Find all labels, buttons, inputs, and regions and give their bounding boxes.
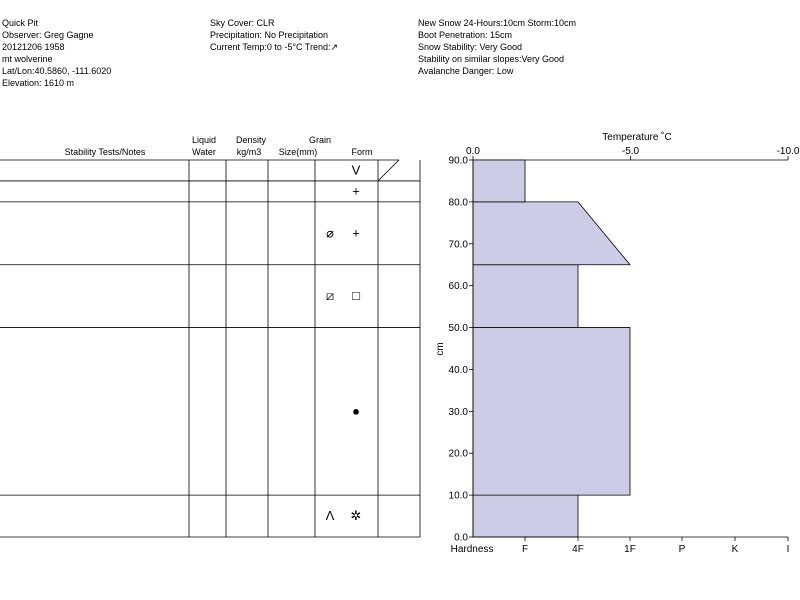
current-temp: Current Temp:0 to -5°C Trend:↗ bbox=[210, 42, 339, 52]
col-density-header-1: Density bbox=[235, 135, 267, 145]
date-time: 20121206 1958 bbox=[2, 42, 65, 52]
hardness-profile bbox=[473, 160, 630, 537]
grain-form-symbol: ✲ bbox=[350, 508, 362, 524]
col-grain-header-1: Grain bbox=[308, 135, 332, 145]
location: mt wolverine bbox=[2, 54, 53, 64]
similar-slopes: Stability on similar slopes:Very Good bbox=[418, 54, 565, 64]
hardness-tick-label-K: K bbox=[731, 544, 739, 555]
hardness-tick-label-4F: 4F bbox=[572, 544, 584, 555]
grain-form-symbol: + bbox=[352, 183, 360, 199]
hardness-axis-label: Hardness bbox=[450, 544, 494, 555]
sky-cover: Sky Cover: CLR bbox=[210, 18, 275, 28]
y-axis-label: cm bbox=[435, 342, 446, 356]
boot-penetration: Boot Penetration: 15cm bbox=[418, 30, 513, 40]
temp-tick-label: 0.0 bbox=[466, 146, 480, 157]
grain-form-symbol: ⧄ bbox=[325, 288, 335, 304]
col-form-header: Form bbox=[351, 147, 373, 157]
y-tick-label: 80.0 bbox=[448, 197, 468, 209]
elevation: Elevation: 1610 m bbox=[2, 78, 75, 88]
observer: Observer: Greg Gagne bbox=[2, 30, 94, 40]
avalanche-danger: Avalanche Danger: Low bbox=[418, 66, 514, 76]
hardness-tick-label-1F: 1F bbox=[624, 544, 636, 555]
col-water-header-1: Liquid bbox=[191, 135, 217, 145]
hardness-layer-4 bbox=[473, 160, 525, 202]
pit-type: Quick Pit bbox=[2, 18, 39, 28]
grain-form-symbol: □ bbox=[352, 288, 360, 304]
y-tick-label: 70.0 bbox=[448, 239, 468, 251]
col-grain-header-2: Size(mm) bbox=[278, 147, 318, 157]
layer-table-grid bbox=[0, 160, 420, 537]
chart-title: Temperature ˚C bbox=[602, 132, 672, 143]
hardness-layer-1 bbox=[473, 328, 630, 496]
col-density-header-2: kg/m3 bbox=[236, 147, 262, 157]
hardness-layer-2 bbox=[473, 265, 578, 328]
hardness-tick-label-F: F bbox=[521, 544, 529, 555]
grain-form-symbol: Λ bbox=[325, 508, 335, 524]
y-tick-label: 60.0 bbox=[448, 281, 468, 293]
y-tick-label: 0.0 bbox=[454, 532, 468, 544]
hardness-tick-label-P: P bbox=[678, 544, 686, 555]
y-tick-label: 40.0 bbox=[448, 364, 468, 376]
height-axis bbox=[449, 156, 473, 544]
precipitation: Precipitation: No Precipitation bbox=[210, 30, 329, 40]
y-tick-label: 20.0 bbox=[448, 448, 468, 460]
grain-form-symbol: ⌀ bbox=[326, 225, 334, 241]
y-tick-label: 90.0 bbox=[448, 155, 468, 167]
layer-rows bbox=[0, 160, 420, 523]
grain-form-symbol: + bbox=[352, 225, 360, 241]
y-tick-label: 10.0 bbox=[448, 490, 468, 502]
hardness-tick-label-I: I bbox=[786, 544, 790, 555]
y-tick-label: 50.0 bbox=[448, 323, 468, 335]
layer-connector bbox=[378, 160, 399, 181]
y-tick-label: 30.0 bbox=[448, 406, 468, 418]
temperature-axis bbox=[466, 146, 800, 160]
temp-tick-label: -5.0 bbox=[621, 146, 640, 157]
grain-form-symbol: V bbox=[351, 162, 361, 178]
lat-lon: Lat/Lon:40.5860, -111.6020 bbox=[2, 66, 112, 76]
snow-stability: Snow Stability: Very Good bbox=[418, 42, 523, 52]
grain-form-symbol: ● bbox=[352, 403, 360, 419]
hardness-layer-3 bbox=[473, 202, 630, 265]
hardness-layer-0 bbox=[473, 495, 578, 537]
col-water-header-2: Water bbox=[192, 147, 216, 157]
new-snow: New Snow 24-Hours:10cm Storm:10cm bbox=[418, 18, 577, 28]
hardness-axis bbox=[473, 537, 789, 555]
col-notes-header: Stability Tests/Notes bbox=[64, 147, 146, 157]
temp-tick-label: -10.0 bbox=[776, 146, 800, 157]
